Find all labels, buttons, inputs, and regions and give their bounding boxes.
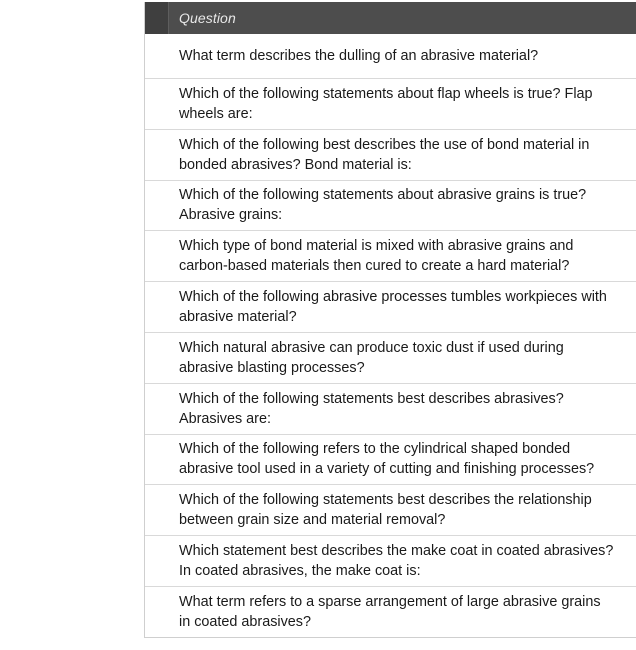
question-cell [169, 439, 598, 479]
question-text-line: Which statement best describes the make coat in coated abrasives? [179, 543, 614, 560]
question-cell [169, 236, 577, 276]
question-cell [169, 46, 542, 66]
question-cell [169, 135, 593, 175]
question-cell [169, 287, 611, 327]
question-text-line: Which natural abrasive can produce toxic dust if used during [179, 339, 564, 356]
table-row[interactable] [145, 130, 636, 181]
row-gutter [145, 384, 169, 434]
question-text-line: Abrasive grains: [179, 207, 283, 224]
row-gutter [145, 536, 169, 586]
question-text-line: carbon-based materials then cured to create a hard material? [179, 258, 570, 275]
row-gutter [145, 282, 169, 332]
question-text-line: bonded abrasives? Bond material is: [179, 156, 412, 173]
question-text-line: abrasive material? [179, 309, 297, 326]
table-body [145, 34, 636, 638]
table-header-row [145, 2, 636, 34]
table-row[interactable] [145, 384, 636, 435]
row-gutter [145, 130, 169, 180]
question-text-line: What term describes the dulling of an abrasive material? [179, 48, 539, 64]
table-row[interactable] [145, 333, 636, 384]
question-text-line: Which of the following abrasive processes tumbles workpieces with [179, 289, 607, 306]
row-gutter [145, 435, 169, 485]
question-cell [169, 84, 597, 124]
row-gutter [145, 79, 169, 129]
question-text-line: Which of the following best describes the use of bond material in [179, 136, 590, 153]
row-gutter [145, 485, 169, 535]
table-row[interactable] [145, 79, 636, 130]
question-text-line: Which of the following refers to the cylindrical shaped bonded [179, 441, 571, 458]
header-gutter [145, 2, 169, 34]
question-text-line: Which of the following statements best describes the relationship [179, 492, 592, 509]
question-text-line: Abrasives are: [179, 410, 271, 427]
question-cell [169, 490, 596, 530]
row-gutter [145, 231, 169, 281]
table-row[interactable] [145, 181, 636, 232]
table-row[interactable] [145, 231, 636, 282]
row-gutter [145, 587, 169, 637]
question-text-line: abrasive tool used in a variety of cutting and finishing processes? [179, 461, 595, 478]
table-row[interactable] [145, 282, 636, 333]
question-text-line: in coated abrasives? [179, 613, 311, 630]
question-text-line: abrasive blasting processes? [179, 359, 365, 376]
row-gutter [145, 181, 169, 231]
question-text-line: wheels are: [179, 105, 253, 122]
question-cell [169, 389, 568, 429]
table-row[interactable] [145, 587, 636, 638]
table-row[interactable] [145, 536, 636, 587]
question-text-line: In coated abrasives, the make coat is: [179, 563, 421, 580]
question-table [144, 2, 636, 638]
question-cell [169, 338, 568, 378]
question-text-line: Which of the following statements best describes abrasives? [179, 390, 564, 407]
question-cell [169, 592, 605, 632]
table-row[interactable] [145, 485, 636, 536]
question-column-header[interactable]: Question [179, 10, 236, 26]
table-row[interactable] [145, 34, 636, 79]
row-gutter [145, 333, 169, 383]
question-text-line: Which type of bond material is mixed with abrasive grains and [179, 238, 574, 255]
question-cell [169, 541, 617, 581]
table-row[interactable] [145, 435, 636, 486]
question-cell [169, 185, 590, 225]
question-text-line: Which of the following statements about flap wheels is true? Flap [179, 85, 593, 102]
row-gutter [145, 34, 169, 78]
question-text-line: What term refers to a sparse arrangement of large abrasive grains [179, 593, 601, 610]
question-text-line: between grain size and material removal? [179, 512, 446, 529]
question-text-line: Which of the following statements about abrasive grains is true? [179, 187, 587, 204]
